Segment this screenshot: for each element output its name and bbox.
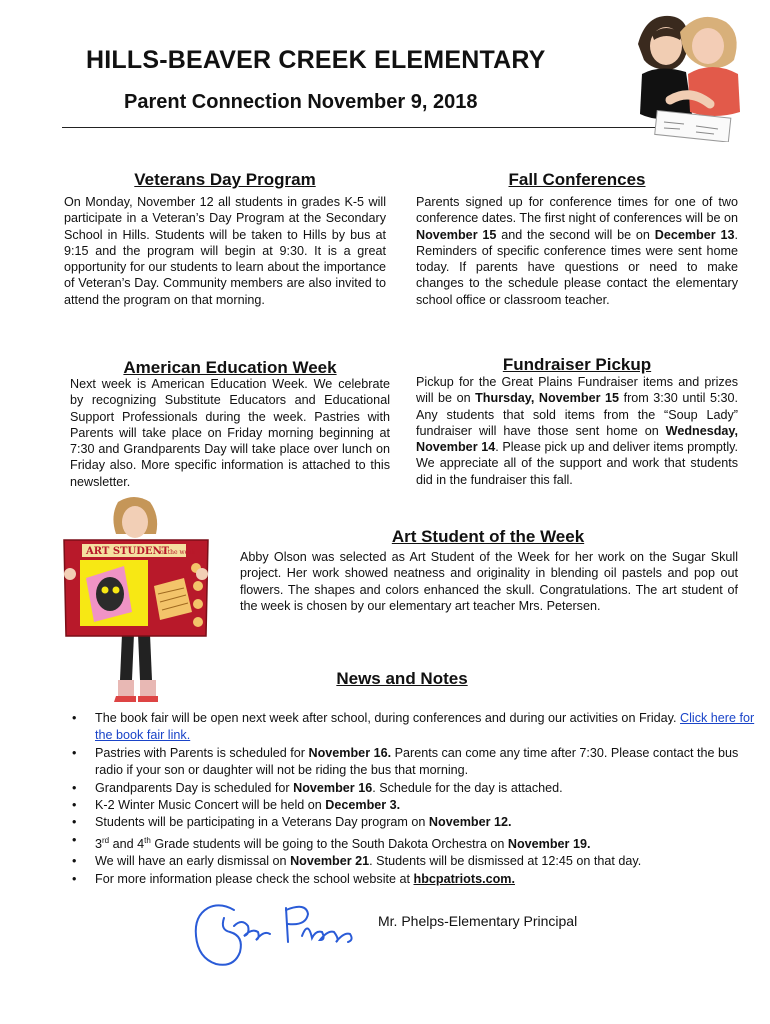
- principal-signature: [190, 896, 360, 972]
- kids-reading-illustration: [630, 4, 748, 142]
- news-list: [72, 710, 764, 888]
- news-item: • For more information please check the school website at hbcpatriots.com.: [72, 871, 515, 886]
- book-fair-link[interactable]: Click here for the book fair link.: [95, 711, 755, 743]
- page-title: HILLS-BEAVER CREEK ELEMENTARY: [86, 46, 546, 74]
- news-item: • K-2 Winter Music Concert will be held on December 3.: [72, 798, 401, 813]
- fall-conferences-heading: Fall Conferences: [508, 170, 646, 189]
- school-website-link[interactable]: hbcpatriots.com.: [413, 871, 515, 886]
- svg-text:ART STUDENT: ART STUDENT: [86, 546, 170, 557]
- education-week-text: Next week is American Education Week. We celebrate by recognizing Substitute Educators and Educational Support Professionals during the week. Pastries with Parents will take place on Friday morning beginning at 7:30 and Grandparents Day will take place over lunch on Friday also. More specific information is attached to this newsletter.: [70, 377, 390, 489]
- veterans-day-heading: Veterans Day Program: [134, 170, 316, 189]
- art-student-text: Abby Olson was selected as Art Student of the Week for her work on the Sugar Skull project. Her work showed neatness and originality in blending oil pastels and pop out flowers. The shapes and colors enhanced the skull. Congratulations. The art student of the week is chosen by our elementary art teacher Mrs. Petersen.: [240, 550, 738, 613]
- page-subtitle: Parent Connection November 9, 2018: [124, 91, 478, 113]
- news-item: • Pastries with Parents is scheduled for November 16. Parents can come any time after 7:30. Please contact the bus radio if your son or daughter will not be riding the bus that morning.: [72, 745, 739, 778]
- news-item: • We will have an early dismissal on November 21. Students will be dismissed at 12:45 on that day.: [72, 854, 642, 869]
- fundraiser-heading: Fundraiser Pickup: [502, 355, 652, 374]
- svg-text:of the week: of the week: [160, 549, 196, 556]
- header-divider: [62, 127, 702, 128]
- fundraiser-text: Pickup for the Great Plains Fundraiser items and prizes will be on Thursday, November 15 from 3:30 until 5:30. Any students that sold items from the “Soup Lady” fundraiser will have those sent home on Wednesday, November 14. Please pick up and deliver items promptly. We appreciate all of the support and work that students did in the fundraiser this fall.: [416, 375, 738, 487]
- art-student-photo: [60, 494, 212, 706]
- news-item: • Grandparents Day is scheduled for November 16. Schedule for the day is attached.: [72, 780, 563, 795]
- fall-conferences-text: Parents signed up for conference times for one of two conference dates. The first night of conferences will be on November 15 and the second will be on December 13. Reminders of specific conference times were sent home today. If parents have questions or need to make changes to the schedule please contact the elementary school office or classroom teacher.: [416, 195, 738, 307]
- education-week-heading: American Education Week: [123, 358, 337, 377]
- news-item: • The book fair will be open next week after school, during conferences and during our activities on Friday. Click here for the book fair link.: [72, 711, 755, 743]
- news-item: • 3rd and 4th Grade students will be going to the South Dakota Orchestra on November 19.: [72, 832, 591, 852]
- art-student-heading: Art Student of the Week: [391, 527, 585, 546]
- news-notes-heading: News and Notes: [336, 669, 468, 688]
- news-item: • Students will be participating in a Veterans Day program on November 12.: [72, 815, 512, 830]
- veterans-day-text: On Monday, November 12 all students in grades K-5 will participate in a Veteran’s Day Program at the Secondary School in Hills. Students will be taken to Hills by bus at 9:15 and the program will begin at 9:30. It is a great opportunity for our students to learn about the importance of Veteran’s Day. Community members are also invited to attend the program on that morning.: [64, 195, 386, 307]
- principal-name: Mr. Phelps-Elementary Principal: [378, 913, 578, 929]
